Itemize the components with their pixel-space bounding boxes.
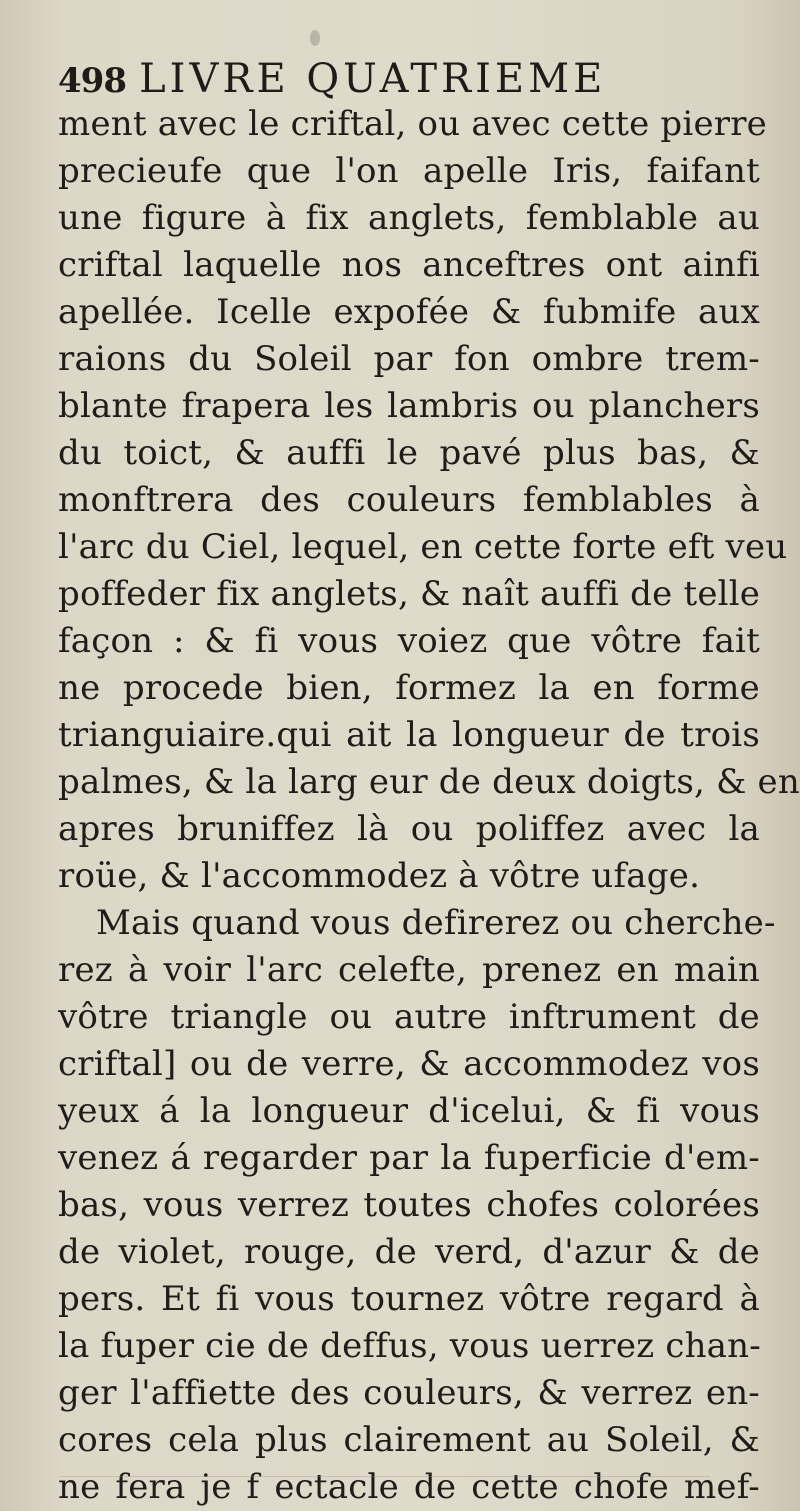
- text-line: une figure à fix anglets, femblable au: [58, 198, 760, 238]
- text-line: rez à voir l'arc celefte, prenez en main: [58, 950, 760, 990]
- page-bottom-edge: [60, 1476, 710, 1477]
- text-line: façon : & fi vous voiez que vôtre fait: [58, 621, 760, 661]
- page-header: [58, 56, 758, 106]
- text-line: roüe, & l'accommodez à vôtre ufage.: [58, 856, 701, 896]
- text-line: blante frapera les lambris ou planchers: [58, 386, 760, 426]
- text-line: precieufe que l'on apelle Iris, faifant: [58, 151, 760, 191]
- text-line: yeux á la longueur d'icelui, & fi vous: [58, 1091, 760, 1131]
- text-line: la fuper cie de deffus, vous uerrez chan-: [58, 1326, 761, 1366]
- text-line: de violet, rouge, de verd, d'azur & de: [58, 1232, 760, 1272]
- text-line: raions du Soleil par fon ombre trem-: [58, 339, 760, 379]
- text-line: criftal] ou de verre, & accommodez vos: [58, 1044, 760, 1084]
- text-line: monftrera des couleurs femblables à: [58, 480, 760, 520]
- text-line: pers. Et fi vous tournez vôtre regard à: [58, 1279, 760, 1319]
- text-line: cores cela plus clairement au Soleil, &: [58, 1420, 760, 1460]
- text-line: criftal laquelle nos anceftres ont ainfi: [58, 245, 760, 285]
- running-title: LIVRE QUATRIEME: [139, 56, 607, 102]
- text-line: ne procede bien, formez la en forme: [58, 668, 760, 708]
- text-line: trianguiaire.qui ait la longueur de trois: [58, 715, 760, 755]
- text-line: l'arc du Ciel, lequel, en cette forte eft veu: [58, 527, 788, 567]
- body-text: [58, 101, 800, 1511]
- text-line: poffeder fix anglets, & naît auffi de telle: [58, 574, 761, 614]
- text-line: apres bruniffez là ou poliffez avec la: [58, 809, 760, 849]
- ink-smudge: [310, 30, 320, 46]
- page-number: 498: [58, 61, 126, 101]
- text-line: ne fera je f ectacle de cette chofe mef-: [58, 1467, 760, 1507]
- text-line: bas, vous verrez toutes chofes colorées: [58, 1185, 760, 1225]
- text-line: apellée. Icelle expofée & fubmife aux: [58, 292, 760, 332]
- text-line: Mais quand vous defirerez ou cherche-: [96, 903, 776, 943]
- text-line: ger l'affiette des couleurs, & verrez en-: [58, 1373, 760, 1413]
- text-line: palmes, & la larg eur de deux doigts, & en: [58, 762, 800, 802]
- text-line: du toict, & auffi le pavé plus bas, &: [58, 433, 760, 473]
- text-line: venez á regarder par la fuperficie d'em-: [58, 1138, 760, 1178]
- text-line: vôtre triangle ou autre inftrument de: [58, 997, 760, 1037]
- text-line: ment avec le criftal, ou avec cette pierre: [58, 104, 767, 144]
